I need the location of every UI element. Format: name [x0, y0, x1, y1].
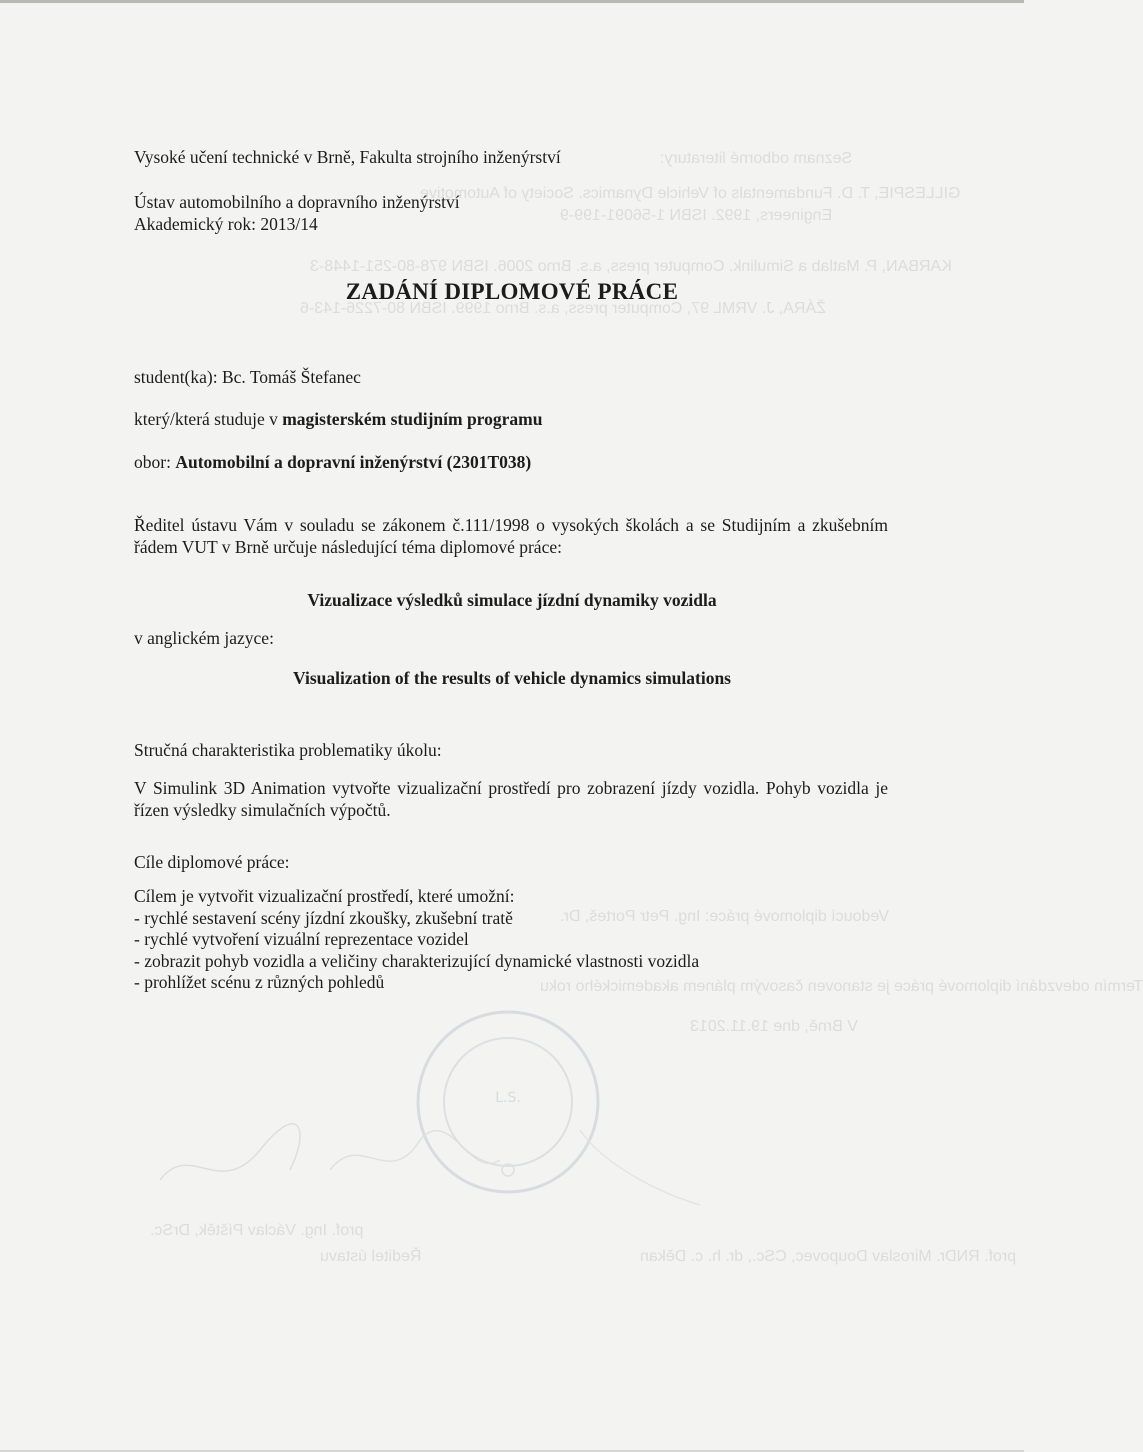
- reverse-side-line: ŽÁRA, J. VRML 97, Computer press, a.s. Brno 1999. ISBN 80-7226-143-6: [300, 300, 826, 317]
- reverse-side-line: Seznam odborné literatury:: [660, 150, 853, 167]
- reverse-side-line: prof. Ing. Václav Píštěk, DrSc.: [150, 1222, 364, 1239]
- program-value: magisterském studijním programu: [282, 409, 543, 429]
- list-item: - prohlížet scénu z různých pohledů: [134, 972, 385, 992]
- stamp-text: L.S.: [495, 1090, 521, 1106]
- reverse-side-line: Ředitel ústavu: [320, 1248, 422, 1265]
- institute-name: Ústav automobilního a dopravního inženýrství: [134, 192, 460, 212]
- goals-intro: Cílem je vytvořit vizualizační prostředí, které umožní:: [134, 886, 515, 906]
- signature-marks: [150, 1110, 710, 1220]
- reverse-side-line: GILLESPIE, T. D. Fundamentals of Vehicle Dynamics. Society of Automotive: [420, 185, 961, 202]
- reverse-side-line: Termín odevzdání diplomové práce je stanoven časovým plánem akademického roku: [540, 978, 1143, 995]
- reverse-side-line: V Brně, dne 19.11.2013: [690, 1018, 858, 1035]
- goals-heading: Cíle diplomové práce:: [134, 852, 290, 872]
- thesis-title-english: Visualization of the results of vehicle dynamics simulations: [293, 668, 731, 688]
- reverse-side-line: Engineers, 1992. ISBN 1-56091-199-9: [560, 207, 833, 224]
- reverse-side-line: Vedoucí diplomové práce: Ing. Petr Porteš, Dr.: [560, 908, 890, 925]
- thesis-title-czech: Vizualizace výsledků simulace jízdní dynamiky vozidla: [307, 590, 717, 610]
- director-statement: Ředitel ústavu Vám v souladu se zákonem č.111/1998 o vysokých školách a se Studijním a zkušebním řádem VUT v Brně určuje následující téma diplomové práce:: [134, 515, 888, 557]
- academic-year: Akademický rok: 2013/14: [134, 214, 318, 234]
- university-faculty: Vysoké učení technické v Brně, Fakulta strojního inženýrství: [134, 147, 561, 167]
- goals-list: [134, 886, 699, 994]
- field-line: [134, 451, 531, 473]
- list-item: - rychlé vytvoření vizuální reprezentace vozidel: [134, 929, 469, 949]
- field-label: obor:: [134, 452, 171, 472]
- characteristics-heading: Stručná charakteristika problematiky úkolu:: [134, 740, 442, 760]
- list-item: - zobrazit pohyb vozidla a veličiny charakterizující dynamické vlastnosti vozidla: [134, 950, 700, 971]
- english-label: v anglickém jazyce:: [134, 628, 274, 648]
- field-value: Automobilní a dopravní inženýrství (2301T038): [175, 452, 532, 472]
- program-label: který/která studuje v: [134, 409, 278, 429]
- reverse-side-line: prof. RNDr. Miroslav Doupovec, CSc., dr. h. c. Děkan: [640, 1248, 1017, 1265]
- program-line: [134, 408, 542, 430]
- reverse-side-line: KARBAN, P. Matlab a Simulink. Computer press, a.s. Brno 2006. ISBN 978-80-251-1448-3: [310, 258, 952, 275]
- student-name: Bc. Tomáš Štefanec: [221, 367, 361, 387]
- student-line: [134, 366, 361, 388]
- characteristics-text: V Simulink 3D Animation vytvořte vizualizační prostředí pro zobrazení jízdy vozidla. Pohyb vozidla je řízen výsledky simulačních výpočtů.: [134, 778, 888, 820]
- scan-edge-top: [0, 0, 1024, 3]
- list-item: - rychlé sestavení scény jízdní zkoušky, zkušební tratě: [134, 907, 513, 928]
- document-title: ZADÁNÍ DIPLOMOVÉ PRÁCE: [345, 279, 679, 304]
- student-label: student(ka):: [134, 367, 218, 387]
